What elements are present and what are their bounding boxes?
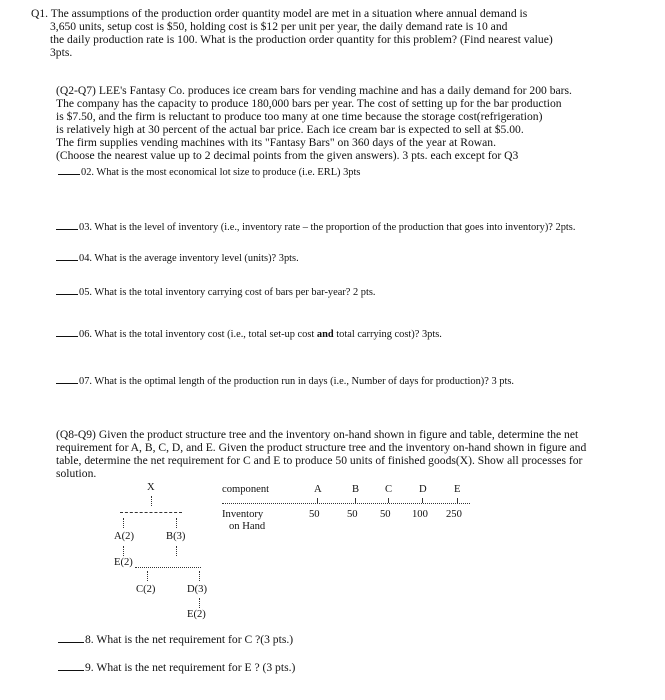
q8-intro-line-3: table, determine the net requirement for C and E to produce 50 units of finished goods(X). Show all processes for [56,454,583,467]
question-6 [56,327,442,341]
q2-intro-line-5: The firm supplies vending machines with its "Fantasy Bars" on 360 days of the year at Rowan. [56,136,496,149]
table-row-label-on-hand: on Hand [229,521,266,532]
tree-connector [120,512,182,513]
question-6-text-bold: and [316,329,334,340]
tree-node-a: A(2) [114,531,135,542]
table-component-e: E [454,484,461,495]
question-3 [56,220,575,234]
question-5-text: 05. What is the total inventory carrying cost of bars per bar-year? 2 pts. [79,287,376,298]
answer-blank[interactable] [58,633,84,643]
answer-blank[interactable] [56,285,78,295]
q8-intro-line-1: (Q8-Q9) Given the product structure tree and the inventory on-hand shown in figure and table, determine the net [56,428,579,441]
answer-blank[interactable] [58,661,84,671]
table-tick [422,498,423,503]
answer-blank[interactable] [58,165,80,175]
table-value-c: 50 [380,509,391,520]
table-component-a: A [314,484,322,495]
table-value-d: 100 [412,509,428,520]
question-4 [56,251,299,265]
tree-connector [151,496,152,506]
tree-node-x: X [147,482,155,493]
q2-intro-line-4: is relatively high at 30 percent of the actual bar price. Each ice cream bar is expected to sell at $5.00. [56,123,524,136]
tree-node-b: B(3) [166,531,186,542]
tree-connector [123,546,124,556]
tree-node-e-under-a: E(2) [114,557,133,568]
table-divider [222,503,470,504]
tree-connector [147,571,148,581]
table-header-component: component [222,484,270,495]
question-6-text-pre: 06. What is the total inventory cost (i.e., total set-up cost [79,329,317,340]
tree-node-d: D(3) [187,584,208,595]
question-5 [56,285,376,299]
question-7 [56,374,514,388]
table-component-b: B [352,484,360,495]
question-8 [58,633,293,646]
table-value-e: 250 [446,509,462,520]
table-tick [355,498,356,503]
question-4-text: 04. What is the average inventory level (units)? 3pts. [79,253,299,264]
q2-intro-line-1: (Q2-Q7) LEE's Fantasy Co. produces ice cream bars for vending machine and has a daily demand for 200 bars. [56,84,572,97]
q2-intro-line-3: is $7.50, and the firm is reluctant to produce too many at one time because the storage cost(refrigeration) [56,110,543,123]
q2-intro-line-6: (Choose the nearest value up to 2 decimal points from the given answers). 3 pts. each except for Q3 [56,149,519,162]
question-2-text: 02. What is the most economical lot size to produce (i.e. ERL) 3pts [81,167,361,178]
table-component-c: C [385,484,393,495]
table-component-d: D [419,484,427,495]
table-tick [457,498,458,503]
tree-connector [199,571,200,581]
answer-blank[interactable] [56,251,78,261]
table-tick [317,498,318,503]
tree-connector [123,518,124,528]
table-tick [388,498,389,503]
table-row-label-inventory: Inventory [222,509,264,520]
question-9 [58,661,295,674]
table-value-a: 50 [309,509,320,520]
question-9-text: 9. What is the net requirement for E ? (3 pts.) [85,661,296,674]
tree-node-c: C(2) [136,584,156,595]
tree-connector [199,598,200,608]
answer-blank[interactable] [56,327,78,337]
question-6-text-post: total carrying cost)? 3pts. [333,329,442,340]
answer-blank[interactable] [56,220,78,230]
q1-line-3: the daily production rate is 100. What is the production order quantity for this problem? (Find nearest value) [50,33,553,46]
q8-intro-line-2: requirement for A, B, C, D, and E. Given the product structure tree and the inventory on-hand shown in figure and [56,441,587,454]
question-3-text: 03. What is the level of inventory (i.e., inventory rate – the proportion of the production that goes into inventory)? 2pts. [79,222,576,233]
q8-intro-line-4: solution. [56,467,97,480]
question-2 [58,165,360,179]
q1-line-4: 3pts. [50,46,73,59]
question-8-text: 8. What is the net requirement for C ?(3 pts.) [85,633,294,646]
q2-intro-line-2: The company has the capacity to produce 180,000 bars per year. The cost of setting up for the bar production [56,97,562,110]
question-7-text: 07. What is the optimal length of the production run in days (i.e., Number of days for production)? 3 pts. [79,376,514,387]
q1-line-2: 3,650 units, setup cost is $50, holding cost is $12 per unit per year, the daily demand rate is 10 and [50,20,508,33]
tree-connector [176,546,177,556]
tree-connector [176,518,177,528]
tree-node-e-under-d: E(2) [187,609,206,620]
tree-connector [135,567,201,568]
table-value-b: 50 [347,509,358,520]
q1-line-1: Q1. The assumptions of the production order quantity model are met in a situation where annual demand is [31,7,528,20]
answer-blank[interactable] [56,374,78,384]
